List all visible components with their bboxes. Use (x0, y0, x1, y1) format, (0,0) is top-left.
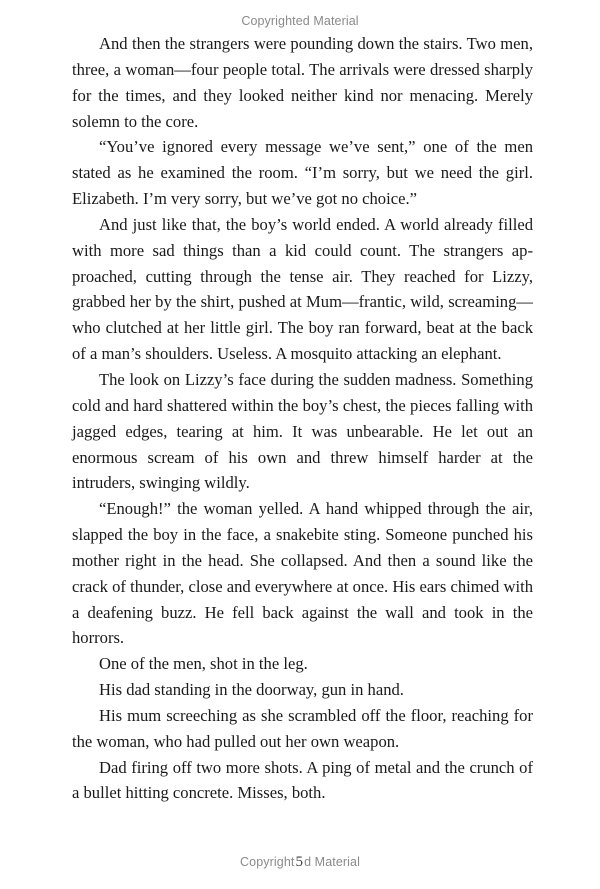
paragraph: One of the men, shot in the leg. (99, 654, 308, 674)
book-page-body (72, 31, 533, 806)
paragraph: The look on Lizzy’s face during the sudden madness. Something cold and hard shattered within the boy’s chest, the pieces falling with jagged edges, tearing at him. It was unbearable. He let out an enormous scream of his own and threw himself harder at the intruders, swinging wildly. (72, 369, 533, 493)
paragraph: His mum screeching as she scrambled off the floor, reaching for the woman, who had pulled out her own weapon. (72, 705, 533, 751)
copyright-watermark-bottom (0, 854, 600, 871)
paragraph: And just like that, the boy’s world ended. A world already filled with more sad things than a kid could count. The strangers approached, cutting through the tense air. They reached for Lizzy, grabbed her by the shirt, pushed at Mum—frantic, wild, screaming— who clutched at her little girl. The boy ran forward, beat at the back of a man’s shoulders. Useless. A mosquito attacking an elephant. (72, 214, 533, 364)
paragraph: His dad standing in the doorway, gun in hand. (99, 680, 404, 700)
paragraph: “You’ve ignored every message we’ve sent,” one of the men stated as he examined the room. “I’m sorry, but we need the girl. Elizabeth. I’m very sorry, but we’ve got no choice.” (72, 137, 533, 209)
copyright-watermark-top: Copyrighted Material (241, 14, 359, 28)
paragraph: Dad firing off two more shots. A ping of metal and the crunch of a bullet hitting concrete. Misses, both. (72, 757, 533, 803)
watermark-suffix: d Material (304, 855, 360, 869)
watermark-prefix: Copyright (240, 855, 295, 869)
paragraph: “Enough!” the woman yelled. A hand whipped through the air, slapped the boy in the face, a snakebite sting. Someone punched his mother right in the head. She collapsed. And then a sound like the crack of thunder, close and everywhere at once. His ears chimed with a deafening buzz. He fell back against the wall and took in the horrors. (72, 499, 533, 648)
paragraph: And then the strangers were pounding down the stairs. Two men, three, a woman—four people total. The arrivals were dressed sharply for the times, and they looked neither kind nor menacing. Merely solemn to the core. (72, 34, 533, 131)
page-number: 5 (295, 854, 304, 870)
